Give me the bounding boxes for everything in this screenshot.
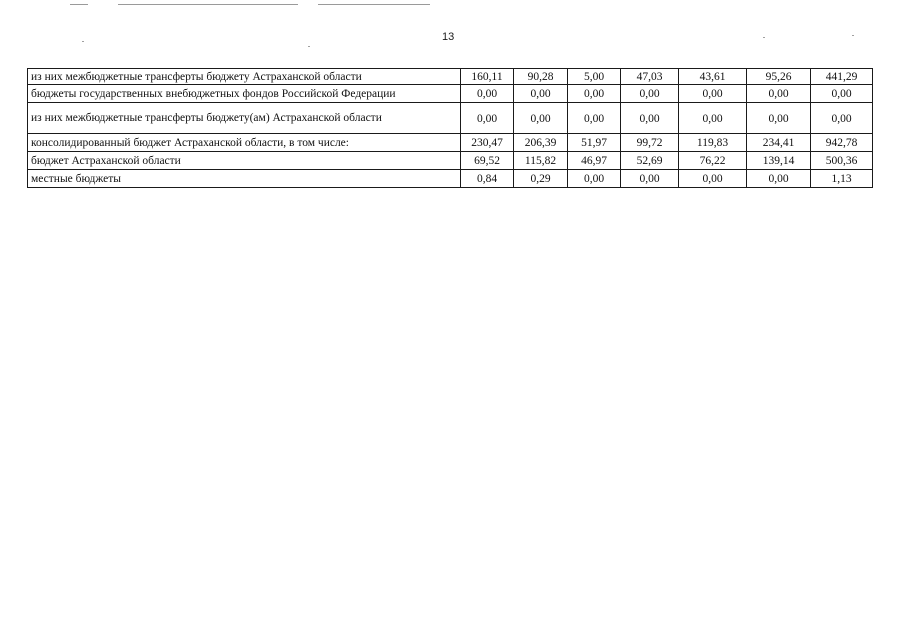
cell-value: 51,97 [568,134,621,152]
row-label: бюджет Астраханской области [28,152,461,170]
cell-value: 0,00 [514,85,568,103]
row-label: консолидированный бюджет Астраханской области, в том числе: [28,134,461,152]
page-number: 13 [442,31,455,43]
cell-value: 0,00 [679,103,747,134]
scan-artifact [118,4,298,5]
cell-value: 76,22 [679,152,747,170]
row-label: из них межбюджетные трансферты бюджету Астраханской области [28,69,461,85]
row-label: бюджеты государственных внебюджетных фондов Российской Федерации [28,85,461,103]
scan-speck [763,37,765,38]
cell-value: 90,28 [514,69,568,85]
table-row [28,85,873,103]
cell-value: 0,00 [568,85,621,103]
cell-value: 0,00 [747,103,811,134]
scan-artifact [70,4,88,5]
cell-value: 115,82 [514,152,568,170]
table-row [28,152,873,170]
table-row [28,134,873,152]
cell-value: 441,29 [811,69,873,85]
cell-value: 69,52 [461,152,514,170]
cell-value: 1,13 [811,170,873,188]
cell-value: 95,26 [747,69,811,85]
cell-value: 46,97 [568,152,621,170]
cell-value: 52,69 [621,152,679,170]
cell-value: 0,84 [461,170,514,188]
cell-value: 47,03 [621,69,679,85]
cell-value: 0,29 [514,170,568,188]
cell-value: 0,00 [514,103,568,134]
cell-value: 0,00 [621,85,679,103]
cell-value: 0,00 [679,170,747,188]
row-label: местные бюджеты [28,170,461,188]
cell-value: 230,47 [461,134,514,152]
cell-value: 0,00 [747,170,811,188]
scan-speck [82,41,84,42]
cell-value: 0,00 [568,103,621,134]
cell-value: 0,00 [811,85,873,103]
cell-value: 234,41 [747,134,811,152]
table-row [28,69,873,85]
row-label: из них межбюджетные трансферты бюджету(ам) Астраханской области [28,103,461,134]
scan-artifact [318,4,430,5]
cell-value: 139,14 [747,152,811,170]
cell-value: 0,00 [747,85,811,103]
cell-value: 0,00 [568,170,621,188]
cell-value: 5,00 [568,69,621,85]
cell-value: 942,78 [811,134,873,152]
cell-value: 500,36 [811,152,873,170]
cell-value: 0,00 [679,85,747,103]
cell-value: 0,00 [811,103,873,134]
cell-value: 206,39 [514,134,568,152]
cell-value: 0,00 [461,85,514,103]
cell-value: 99,72 [621,134,679,152]
cell-value: 43,61 [679,69,747,85]
cell-value: 0,00 [621,170,679,188]
scan-speck [308,46,310,47]
table-row [28,170,873,188]
budget-table [27,68,873,188]
cell-value: 119,83 [679,134,747,152]
table-row [28,103,873,134]
cell-value: 160,11 [461,69,514,85]
cell-value: 0,00 [461,103,514,134]
cell-value: 0,00 [621,103,679,134]
scan-speck [852,35,854,36]
